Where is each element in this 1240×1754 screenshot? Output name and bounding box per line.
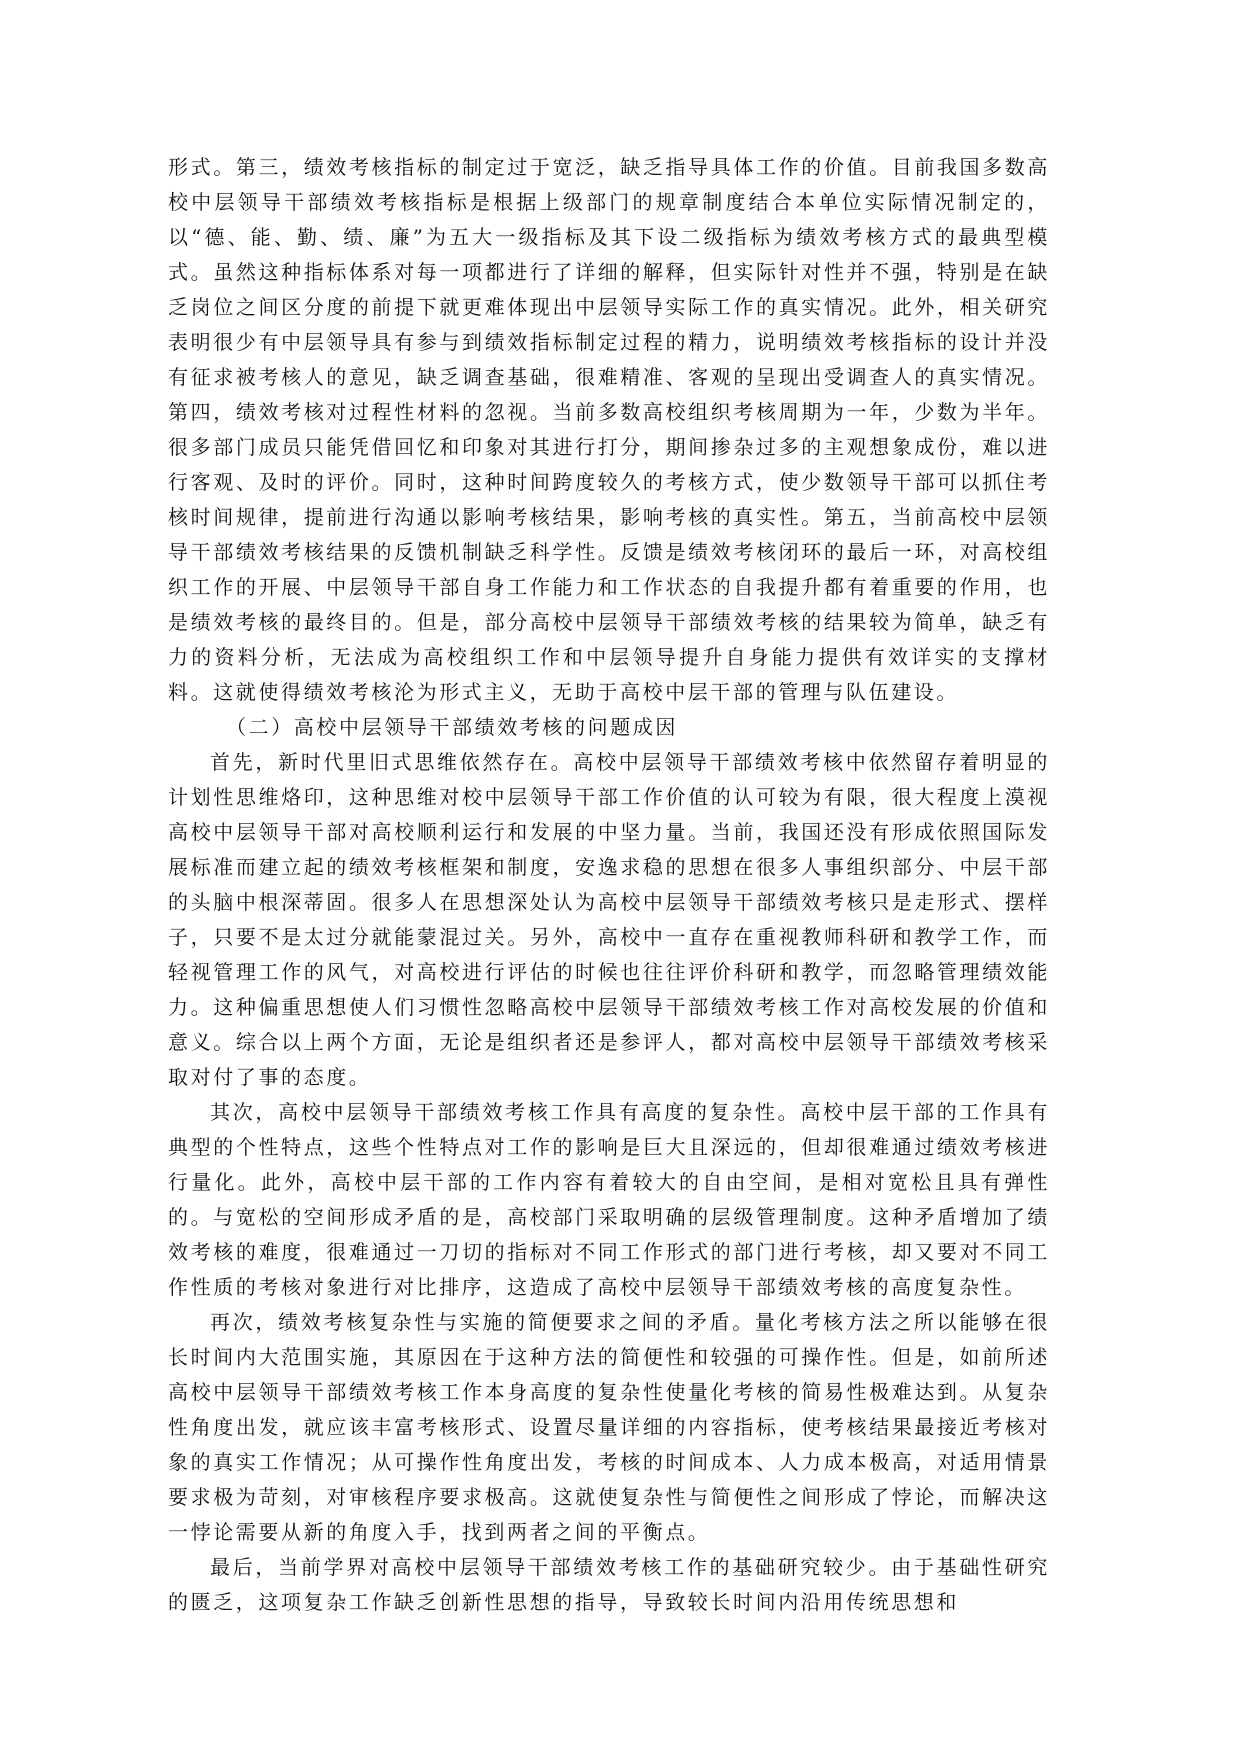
paragraph-second-cause: 其次，高校中层领导干部绩效考核工作具有高度的复杂性。高校中层干部的工作具有典型的个性特点，这些个性特点对工作的影响是巨大且深远的，但却很难通过绩效考核进行量化。此外，高校中层干部的工作内容有着较大的自由空间，是相对宽松且具有弹性的。与宽松的空间形成矛盾的是，高校部门采取明确的层级管理制度。这种矛盾增加了绩效考核的难度，很难通过一刀切的指标对不同工作形式的部门进行考核，却又要对不同工作性质的考核对象进行对比排序，这造成了高校中层领导干部绩效考核的高度复杂性。: [168, 1100, 1050, 1299]
section-heading: （二）高校中层领导干部绩效考核的问题成因: [226, 715, 678, 739]
paragraph-first-cause: 首先，新时代里旧式思维依然存在。高校中层领导干部绩效考核中依然留存着明显的计划性思维烙印，这种思维对校中层领导干部工作价值的认可较为有限，很大程度上漠视高校中层领导干部对高校顺利运行和发展的中坚力量。当前，我国还没有形成依照国际发展标准而建立起的绩效考核框架和制度，安逸求稳的思想在很多人事组织部分、中层干部的头脑中根深蒂固。很多人在思想深处认为高校中层领导干部绩效考核只是走形式、摆样子，只要不是太过分就能蒙混过关。另外，高校中一直存在重视教师科研和教学工作，而轻视管理工作的风气，对高校进行评估的时候也往往评价科研和教学，而忽略管理绩效能力。这种偏重思想使人们习惯性忽略高校中层领导干部绩效考核工作对高校发展的价值和意义。综合以上两个方面，无论是组织者还是参评人，都对高校中层领导干部绩效考核采取对付了事的态度。: [168, 750, 1050, 1089]
continuation-paragraph: 形式。第三，绩效考核指标的制定过于宽泛，缺乏指导具体工作的价值。目前我国多数高校中层领导干部绩效考核指标是根据上级部门的规章制度结合本单位实际情况制定的，以“德、能、勤、绩、廉”为五大一级指标及其下设二级指标为绩效考核方式的最典型模式。虽然这种指标体系对每一项都进行了详细的解释，但实际针对性并不强，特别是在缺乏岗位之间区分度的前提下就更难体现出中层领导实际工作的真实情况。此外，相关研究表明很少有中层领导具有参与到绩效指标制定过程的精力，说明绩效考核指标的设计并没有征求被考核人的意见，缺乏调查基础，很难精准、客观的呈现出受调查人的真实情况。第四，绩效考核对过程性材料的忽视。当前多数高校组织考核周期为一年，少数为半年。很多部门成员只能凭借回忆和印象对其进行打分，期间掺杂过多的主观想象成份，难以进行客观、及时的评价。同时，这种时间跨度较久的考核方式，使少数领导干部可以抓住考核时间规律，提前进行沟通以影响考核结果，影响考核的真实性。第五，当前高校中层领导干部绩效考核结果的反馈机制缺乏科学性。反馈是绩效考核闭环的最后一环，对高校组织工作的开展、中层领导干部自身工作能力和工作状态的自我提升都有着重要的作用，也是绩效考核的最终目的。但是，部分高校中层领导干部绩效考核的结果较为简单，缺乏有力的资料分析，无法成为高校组织工作和中层领导提升自身能力提供有效详实的支撑材料。这就使得绩效考核沦为形式主义，无助于高校中层干部的管理与队伍建设。: [168, 155, 1050, 704]
body-text: [168, 150, 1050, 1620]
paragraph-third-cause: 再次，绩效考核复杂性与实施的简便要求之间的矛盾。量化考核方法之所以能够在很长时间内大范围实施，其原因在于这种方法的简便性和较强的可操作性。但是，如前所述高校中层领导干部绩效考核工作本身高度的复杂性使量化考核的简易性极难达到。从复杂性角度出发，就应该丰富考核形式、设置尽量详细的内容指标，使考核结果最接近考核对象的真实工作情况；从可操作性角度出发，考核的时间成本、人力成本极高，对适用情景要求极为苛刻，对审核程序要求极高。这就使复杂性与简便性之间形成了悖论，而解决这一悖论需要从新的角度入手，找到两者之间的平衡点。: [168, 1310, 1050, 1544]
paragraph-last-cause: 最后，当前学界对高校中层领导干部绩效考核工作的基础研究较少。由于基础性研究的匮乏，这项复杂工作缺乏创新性思想的指导，导致较长时间内沿用传统思想和: [168, 1555, 1050, 1614]
